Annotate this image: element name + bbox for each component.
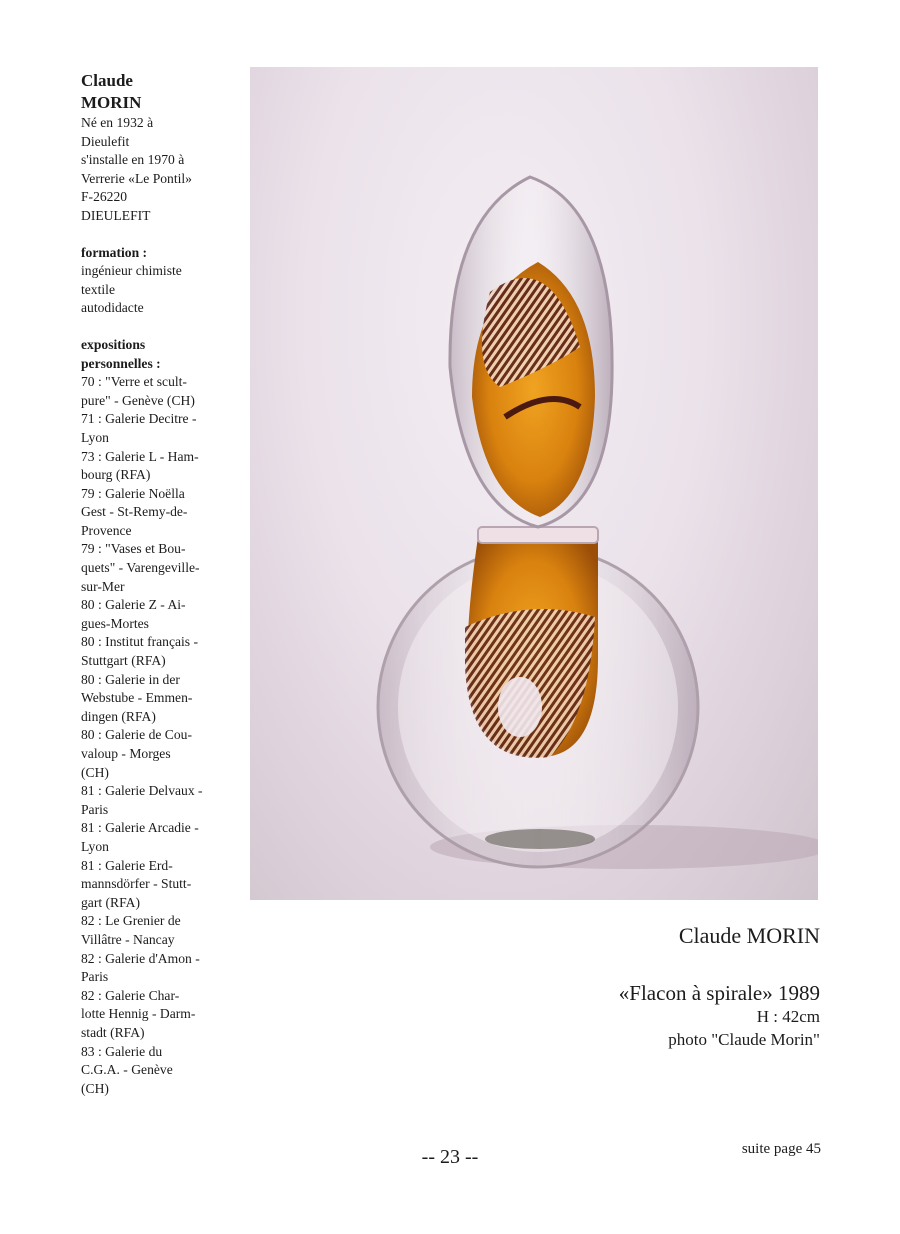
- caption-artist: Claude MORIN: [678, 923, 820, 948]
- continued-note: suite page 45: [741, 1141, 821, 1157]
- exposition-line: 82 : Galerie d'Amon -: [81, 950, 200, 966]
- exposition-line: 83 : Galerie du: [81, 1043, 163, 1059]
- expositions-list: [81, 373, 229, 1098]
- artist-last-name: MORIN: [81, 93, 142, 112]
- exposition-line: Provence: [81, 522, 132, 538]
- bio-line: DIEULEFIT: [81, 207, 151, 223]
- exposition-line: 82 : Galerie Char-: [81, 987, 180, 1003]
- bio-line: F-26220: [81, 189, 128, 205]
- exposition-line: C.G.A. - Genève: [81, 1062, 173, 1078]
- exposition-line: valoup - Morges: [81, 746, 171, 761]
- exposition-line: 73 : Galerie L - Ham-: [81, 448, 199, 464]
- formation-line: ingénieur chimiste: [81, 263, 182, 279]
- exposition-line: 70 : "Verre et scult-: [81, 374, 187, 390]
- artwork-caption: [619, 922, 820, 1052]
- exposition-line: stadt (RFA): [81, 1024, 145, 1040]
- glass-bottle-illustration: [250, 67, 818, 900]
- exposition-line: gues-Mortes: [81, 615, 149, 631]
- exposition-line: 80 : Galerie Z - Ai-: [81, 597, 186, 613]
- exposition-line: Villâtre - Nancay: [81, 931, 175, 947]
- exposition-line: 79 : Galerie Noëlla: [81, 485, 185, 501]
- exposition-line: 81 : Galerie Arcadie -: [81, 820, 199, 836]
- exposition-line: Paris: [81, 801, 109, 817]
- expositions-heading: expositions personnelles :: [81, 336, 161, 371]
- exposition-line: 81 : Galerie Delvaux -: [81, 783, 203, 799]
- exposition-line: 82 : Le Grenier de: [81, 913, 181, 929]
- exposition-line: dingen (RFA): [81, 708, 156, 724]
- exposition-line: 80 : Galerie de Cou-: [81, 727, 192, 743]
- expositions-section: [81, 336, 229, 1098]
- exposition-line: lotte Hennig - Darm-: [81, 1006, 196, 1022]
- caption-photo-credit: photo "Claude Morin": [668, 1030, 820, 1049]
- formation-line: textile: [81, 281, 115, 297]
- exposition-line: Webstube - Emmen-: [81, 690, 193, 706]
- exposition-line: 81 : Galerie Erd-: [81, 857, 173, 873]
- exposition-line: 80 : Institut français -: [81, 634, 199, 650]
- artist-first-name: Claude: [81, 71, 133, 90]
- artist-sidebar: [81, 70, 229, 1116]
- exposition-line: Lyon: [81, 838, 109, 854]
- exposition-line: Gest - St-Remy-de-: [81, 504, 188, 520]
- formation-section: [81, 244, 229, 318]
- exposition-line: Lyon: [81, 429, 109, 445]
- exposition-line: bourg (RFA): [81, 467, 151, 483]
- exposition-line: (CH): [81, 764, 109, 780]
- exposition-line: 71 : Galerie Decitre -: [81, 411, 197, 427]
- exposition-line: Paris: [81, 969, 109, 985]
- exposition-line: (CH): [81, 1080, 109, 1096]
- exposition-line: quets" - Varengeville-: [81, 560, 200, 576]
- formation-text: [81, 262, 229, 318]
- exposition-line: sur-Mer: [81, 578, 125, 594]
- caption-height: H : 42cm: [756, 1007, 820, 1026]
- bio-text: [81, 114, 229, 226]
- artist-bio: [81, 70, 229, 226]
- caption-title: «Flacon à spirale» 1989: [618, 981, 820, 1005]
- formation-heading: formation :: [81, 244, 148, 260]
- page-number: -- 23 --: [421, 1146, 479, 1168]
- bio-line: Né en 1932 à: [81, 115, 154, 130]
- bio-line: s'installe en 1970 à: [81, 152, 185, 168]
- exposition-line: Stuttgart (RFA): [81, 653, 166, 669]
- bottle-neck: [478, 527, 598, 543]
- formation-line: autodidacte: [81, 300, 144, 316]
- bio-line: Verrerie «Le Pontil»: [81, 170, 192, 186]
- exposition-line: mannsdörfer - Stutt-: [81, 876, 192, 892]
- bio-line: Dieulefit: [81, 133, 130, 149]
- artwork-photo: [250, 67, 818, 900]
- exposition-line: pure" - Genève (CH): [81, 392, 195, 408]
- exposition-line: 80 : Galerie in der: [81, 671, 180, 687]
- exposition-line: gart (RFA): [81, 894, 141, 910]
- exposition-line: 79 : "Vases et Bou-: [81, 541, 186, 557]
